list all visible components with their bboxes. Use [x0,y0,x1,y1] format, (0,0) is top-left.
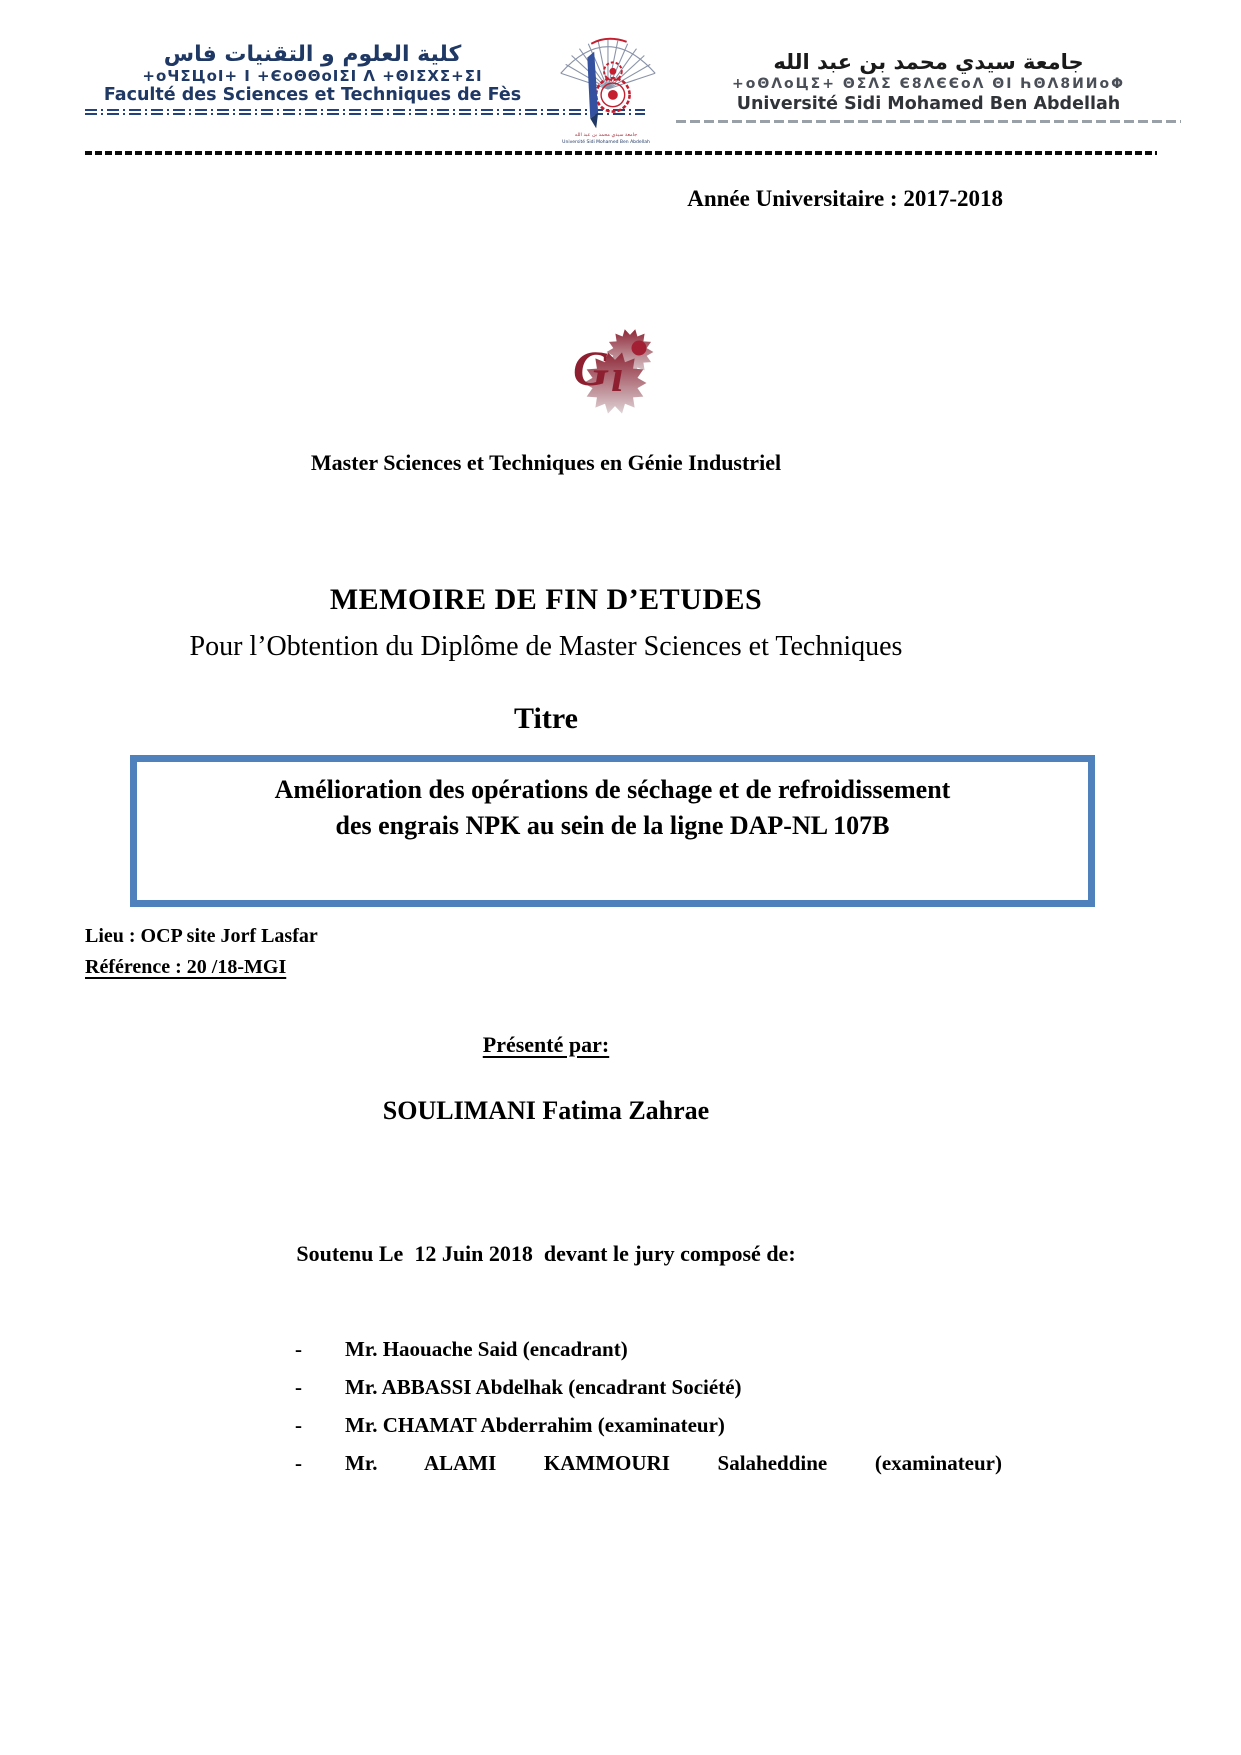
author-name: SOULIMANI Fatima Zahrae [382,1096,710,1125]
jury-member-name: Mr. Haouache Said (encadrant) [345,1337,628,1361]
program-name: Master Sciences et Techniques en Génie Industriel [310,450,782,475]
list-dash: - [295,1375,302,1399]
faculty-name-arabic: كلية العلوم و التقنيات فاس [163,42,462,67]
logo-caption-french: Université Sidi Mohamed Ben Abdellah [562,140,650,146]
logo-caption-arabic: جامعة سيدي محمد بن عبد الله [574,132,638,139]
jury-member-name: Mr. ALAMI KAMMOURI Salaheddine (examinateur) [345,1451,1002,1475]
faculty-name-tifinagh: +oЧΣЦoI+ I +ЄoΘΘoIΣI Λ +ΘIΣΧΣ+ΣI [142,67,483,86]
list-dash: - [295,1413,302,1437]
document-subtitle: Pour l’Obtention du Diplôme de Master Sciences et Techniques [189,631,903,662]
gi-i-dot [632,341,647,356]
document-type: MEMOIRE DE FIN D’ETUDES [329,583,763,616]
faculty-block [85,28,540,115]
university-name-tifinagh: +oΘΛoЦΣ+ ΘΣΛΣ Є8ΛЄЄoΛ ΘI ҺΘΛ8ИИoΦ [731,76,1126,93]
jury-member-name: Mr. ABBASSI Abdelhak (encadrant Société) [345,1375,742,1399]
university-name-arabic: جامعة سيدي محمد بن عبد الله [773,50,1084,74]
thesis-title-box [130,755,1095,907]
internship-location: Lieu : OCP site Jorf Lasfar [85,925,318,947]
university-name-french: Université Sidi Mohamed Ben Abdellah [736,94,1121,115]
defense-line: Soutenu Le 12 Juin 2018 devant le jury composé de: [296,1241,796,1266]
thesis-title-line1: Amélioration des opérations de séchage et de refroidissement [274,775,951,804]
academic-year: Année Universitaire : 2017-2018 [687,186,1003,211]
faculty-name-french: Faculté des Sciences et Techniques de Fès [103,85,522,106]
header-separator-line [85,151,1157,155]
gi-program-logo [557,317,667,417]
university-logo [546,28,666,151]
gi-letter-g: G [573,340,610,396]
title-label: Titre [514,702,578,735]
jury-list [295,1337,1015,1489]
reference-number: Référence : 20 /18-MGI [85,956,287,978]
jury-member-row [295,1375,1015,1400]
thesis-title-line2: des engrais NPK au sein de la ligne DAP-NL 107B [335,811,890,841]
jury-member-row [295,1337,1015,1362]
jury-member-name: Mr. CHAMAT Abderrahim (examinateur) [345,1413,725,1437]
university-emblem-icon [546,28,666,146]
university-block [676,28,1181,123]
page-header [85,28,1181,151]
university-dash-divider [676,120,1181,123]
list-dash: - [295,1337,302,1361]
gi-letter-i: ı [611,350,624,401]
jury-member-row [295,1413,1015,1438]
list-dash: - [295,1451,302,1475]
gi-gears-icon [557,317,667,417]
presented-by-label: Présenté par: [482,1032,610,1057]
jury-member-row [295,1451,1015,1476]
